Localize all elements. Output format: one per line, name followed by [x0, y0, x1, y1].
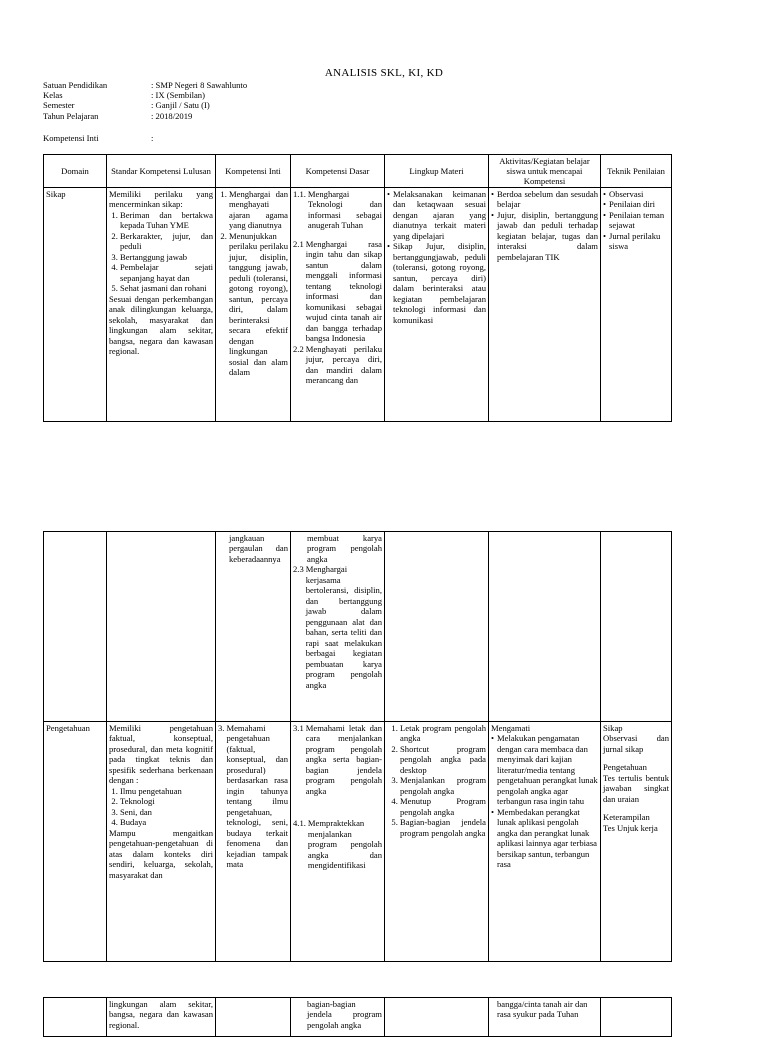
cell-ki: [216, 188, 291, 422]
cell-domain: Sikap: [44, 188, 107, 422]
cell-materi: [385, 998, 489, 1037]
kompetensi-inti-value: :: [151, 133, 154, 143]
list-item: • Observasi: [603, 189, 669, 199]
kd-continuation: bagian-bagian jendela program pengolah angka: [307, 999, 382, 1030]
list-item: • Penilaian diri: [603, 199, 669, 209]
info-value: : Ganjil / Satu (I): [151, 100, 210, 111]
info-row: [43, 90, 247, 100]
cell-kd: [291, 998, 385, 1037]
cell-materi: [385, 188, 489, 422]
list-item: • Berdoa sebelum dan sesudah belajar: [491, 189, 598, 210]
list-item: • Sikap Jujur, disiplin, bertanggungjawab, peduli (toleransi, gotong royong, santun, percaya diri) dalam berinteraksi atau kegiatan pembelajaran teknologi informasi dan komunikasi: [387, 241, 486, 325]
info-row: [43, 80, 247, 90]
list-item: 2. Menunjukkan perilaku perilaku jujur, disiplin, tanggung jawab, peduli (toleransi, gotong royong), santun, percaya diri, dalam berinteraksi secara efektif dengan lingkungan sosial dan alam dalam: [229, 231, 288, 378]
skl-list: [109, 210, 213, 294]
cell-skl: lingkungan alam sekitar, bangsa, negara dan kawasan regional.: [107, 998, 216, 1037]
cell-penilaian: [601, 722, 672, 962]
cell-skl: [107, 722, 216, 962]
kd-item: [293, 344, 382, 386]
info-row: [43, 111, 247, 121]
kompetensi-inti-label: Kompetensi Inti: [43, 133, 99, 143]
kd-item: [293, 239, 382, 344]
penilaian-line: Pengetahuan: [603, 762, 647, 773]
list-item: 2. Shortcut program pengolah angka pada desktop: [400, 744, 486, 775]
list-item: 5. Bagian-bagian jendela program pengolah angka: [400, 817, 486, 838]
table-header-row: [44, 155, 672, 188]
list-item: 4. Pembelajar sejati sepanjang hayat dan: [120, 262, 213, 283]
kd-continuation: membuat karya program pengolah angka: [307, 533, 382, 564]
kompetensi-inti-line: [43, 133, 154, 143]
aktivitas-list: [491, 189, 598, 262]
identity-block: [43, 80, 247, 121]
cell-aktivitas: [489, 188, 601, 422]
info-value: : IX (Sembilan): [151, 90, 205, 101]
cell-penilaian: [601, 188, 672, 422]
info-label: Tahun Pelajaran: [43, 110, 99, 121]
penilaian-line: Tes tertulis bentuk jawaban singkat dan uraian: [603, 772, 669, 804]
skl-tail: Sesuai dengan perkembangan anak dilingkungan keluarga, sekolah, masyarakat dan lingkungan alam sekitar, bangsa, negara dan kawasan regional.: [109, 293, 213, 357]
penilaian-line: Observasi dan jurnal sikap: [603, 733, 669, 754]
cell-penilaian: [601, 998, 672, 1037]
list-item: 3. Menjalankan program pengolah angka: [400, 775, 486, 796]
kd-text: Memahami letak dan cara menjalankan program pengolah angka serta bagian-bagian jendela program pengolah angka: [305, 723, 382, 796]
cell-aktivitas: [489, 722, 601, 962]
aktivitas-heading: Mengamati: [491, 723, 531, 733]
kd-item: [293, 723, 382, 796]
kd-text: Menghayati perilaku jujur, percaya diri, dan mandiri dalam merancang dan: [305, 343, 382, 386]
cell-ki: [216, 722, 291, 962]
ki-item: [218, 723, 288, 870]
header-skl: Standar Kompetensi Lulusan: [107, 155, 216, 188]
aktivitas-continuation: bangga/cinta tanah air dan rasa syukur pada Tuhan: [497, 999, 588, 1020]
info-label: Semester: [43, 100, 75, 111]
list-item: 1. Menghargai dan menghayati ajaran agama yang dianutnya: [229, 189, 288, 231]
list-item: 3. Seni, dan: [120, 807, 213, 817]
skl-intro: Memiliki pengetahuan faktual, konseptual, prosedural, dan meta kognitif pada tingkat teknis dan spesifik sederhana berkenaan dengan :: [109, 723, 213, 786]
kd-text: Menghargai rasa ingin tahu dan sikap santun dalam menggali informasi tentang teknologi informasi dan komunikasi sebagai wujud cinta tanah air dan bangga terhadap bangsa Indonesia: [305, 238, 382, 344]
skl-tail: Mampu mengaitkan pengetahuan-pengetahuan di atas dalam konteks diri sendiri, keluarga, sekolah, masyarakat dan: [109, 827, 213, 880]
skl-list: [109, 786, 213, 828]
list-item: • Jurnal perilaku siswa: [603, 231, 669, 252]
info-row: [43, 100, 247, 110]
skl-intro: Memiliki perilaku yang mencerminkan sikap:: [109, 189, 213, 210]
cell-skl: [107, 532, 216, 722]
cell-aktivitas: [489, 998, 601, 1037]
list-item: • Membedakan perangkat lunak aplikasi pengolah angka dan perangkat lunak aplikasi lainnya agar terbiasa bersikap santun, terbangun rasa: [491, 807, 598, 870]
analysis-table-part-1: [43, 154, 672, 422]
cell-skl: [107, 188, 216, 422]
list-item: • Melaksanakan keimanan dan ketaqwaan sesuai dengan ajaran yang dianutnya terkait materi yang dipelajari: [387, 189, 486, 241]
cell-ki: [216, 998, 291, 1037]
penilaian-line: Sikap: [603, 723, 623, 733]
kd-text: Mempraktekkan menjalankan program pengolah angka dan mengidentifikasi: [307, 818, 382, 871]
kd-item: [293, 564, 382, 690]
kd-text: Menghargai Teknologi dan informasi sebagai anugerah Tuhan: [307, 189, 382, 231]
table-row: [44, 722, 672, 962]
analysis-table-part-3: [43, 997, 672, 1037]
info-label: Kelas: [43, 90, 63, 101]
penilaian-list: [603, 189, 669, 252]
ki-text: Memahami pengetahuan (faktual, konseptual, dan prosedural) berdasarkan rasa ingin tahunya tentang ilmu pengetahuan, teknologi, seni, budaya terkait fenomena dan kejadian tampak mata: [226, 723, 288, 870]
analysis-table-part-2: [43, 531, 672, 962]
kd-item: [293, 189, 382, 231]
cell-penilaian: [601, 532, 672, 722]
cell-domain: [44, 998, 107, 1037]
cell-domain: [44, 532, 107, 722]
list-item: • Jujur, disiplin, bertanggung jawab dan peduli terhadap kegiatan belajar, tugas dan interaksi dalam pembelajaran TIK: [491, 210, 598, 262]
header-penilaian: Teknik Penilaian: [601, 155, 672, 188]
cell-kd: [291, 532, 385, 722]
list-item: 1. Beriman dan bertakwa kepada Tuhan YME: [120, 210, 213, 231]
cell-domain: Pengetahuan: [44, 722, 107, 962]
cell-ki: [216, 532, 291, 722]
page-title: ANALISIS SKL, KI, KD: [324, 67, 444, 79]
info-value: : SMP Negeri 8 Sawahlunto: [151, 80, 248, 90]
header-kd: Kompetensi Dasar: [291, 155, 385, 188]
ki-number: 3.: [218, 723, 225, 733]
list-item: 4. Budaya: [120, 817, 213, 827]
header-materi: Lingkup Materi: [385, 155, 489, 188]
cell-materi: [385, 722, 489, 962]
kd-number: 3.1: [293, 723, 304, 733]
info-value: : 2018/2019: [151, 110, 193, 121]
aktivitas-list: [491, 733, 598, 869]
kd-item: [293, 818, 382, 870]
penilaian-line: Tes Unjuk kerja: [603, 822, 658, 833]
kd-number: 2.3: [293, 564, 304, 575]
kd-number: 1.1.: [293, 189, 306, 199]
cell-aktivitas: [489, 532, 601, 722]
cell-kd: [291, 722, 385, 962]
kd-text: Menghargai kerjasama bertoleransi, disiplin, dan bertanggung jawab dalam penggunaan alat dan bahan, serta teliti dan rapi saat melakukan berbagai kegiatan pembuatan karya program pengolah angka: [305, 564, 382, 690]
list-item: • Penilaian teman sejawat: [603, 210, 669, 231]
kd-number: 2.2: [293, 343, 304, 354]
list-item: 2. Berkarakter, jujur, dan peduli: [120, 231, 213, 252]
header-aktivitas: Aktivitas/Kegiatan belajar siswa untuk mencapai Kompetensi: [489, 155, 601, 188]
materi-list: [387, 189, 486, 325]
list-item: 3. Bertanggung jawab: [120, 252, 213, 262]
kd-number: 4.1.: [293, 818, 306, 829]
header-domain: Domain: [44, 155, 107, 188]
table-row: [44, 532, 672, 722]
ki-list: [218, 189, 288, 378]
cell-materi: [385, 532, 489, 722]
penilaian-line: Keterampilan: [603, 812, 650, 823]
info-label: Satuan Pendidikan: [43, 80, 108, 90]
materi-list: [387, 723, 486, 838]
list-item: 1. Ilmu pengetahuan: [120, 786, 213, 796]
table-row: [44, 998, 672, 1037]
list-item: 1. Letak program pengolah angka: [400, 723, 486, 744]
table-row: [44, 188, 672, 422]
header-ki: Kompetensi Inti: [216, 155, 291, 188]
cell-kd: [291, 188, 385, 422]
list-item: 5. Sehat jasmani dan rohani: [120, 283, 213, 293]
list-item: • Melakukan pengamatan dengan cara membaca dan menyimak dari kajian literatur/media tentang pengetahuan perangkat lunak pengolah angka agar terbangun rasa ingin tahu: [491, 733, 598, 806]
list-item: 2. Teknologi: [120, 796, 213, 806]
kd-number: 2.1: [293, 238, 304, 249]
list-item: 4. Menutup Program pengolah angka: [400, 796, 486, 817]
ki-continuation: jangkauan pergaulan dan keberadaannya: [229, 533, 288, 564]
